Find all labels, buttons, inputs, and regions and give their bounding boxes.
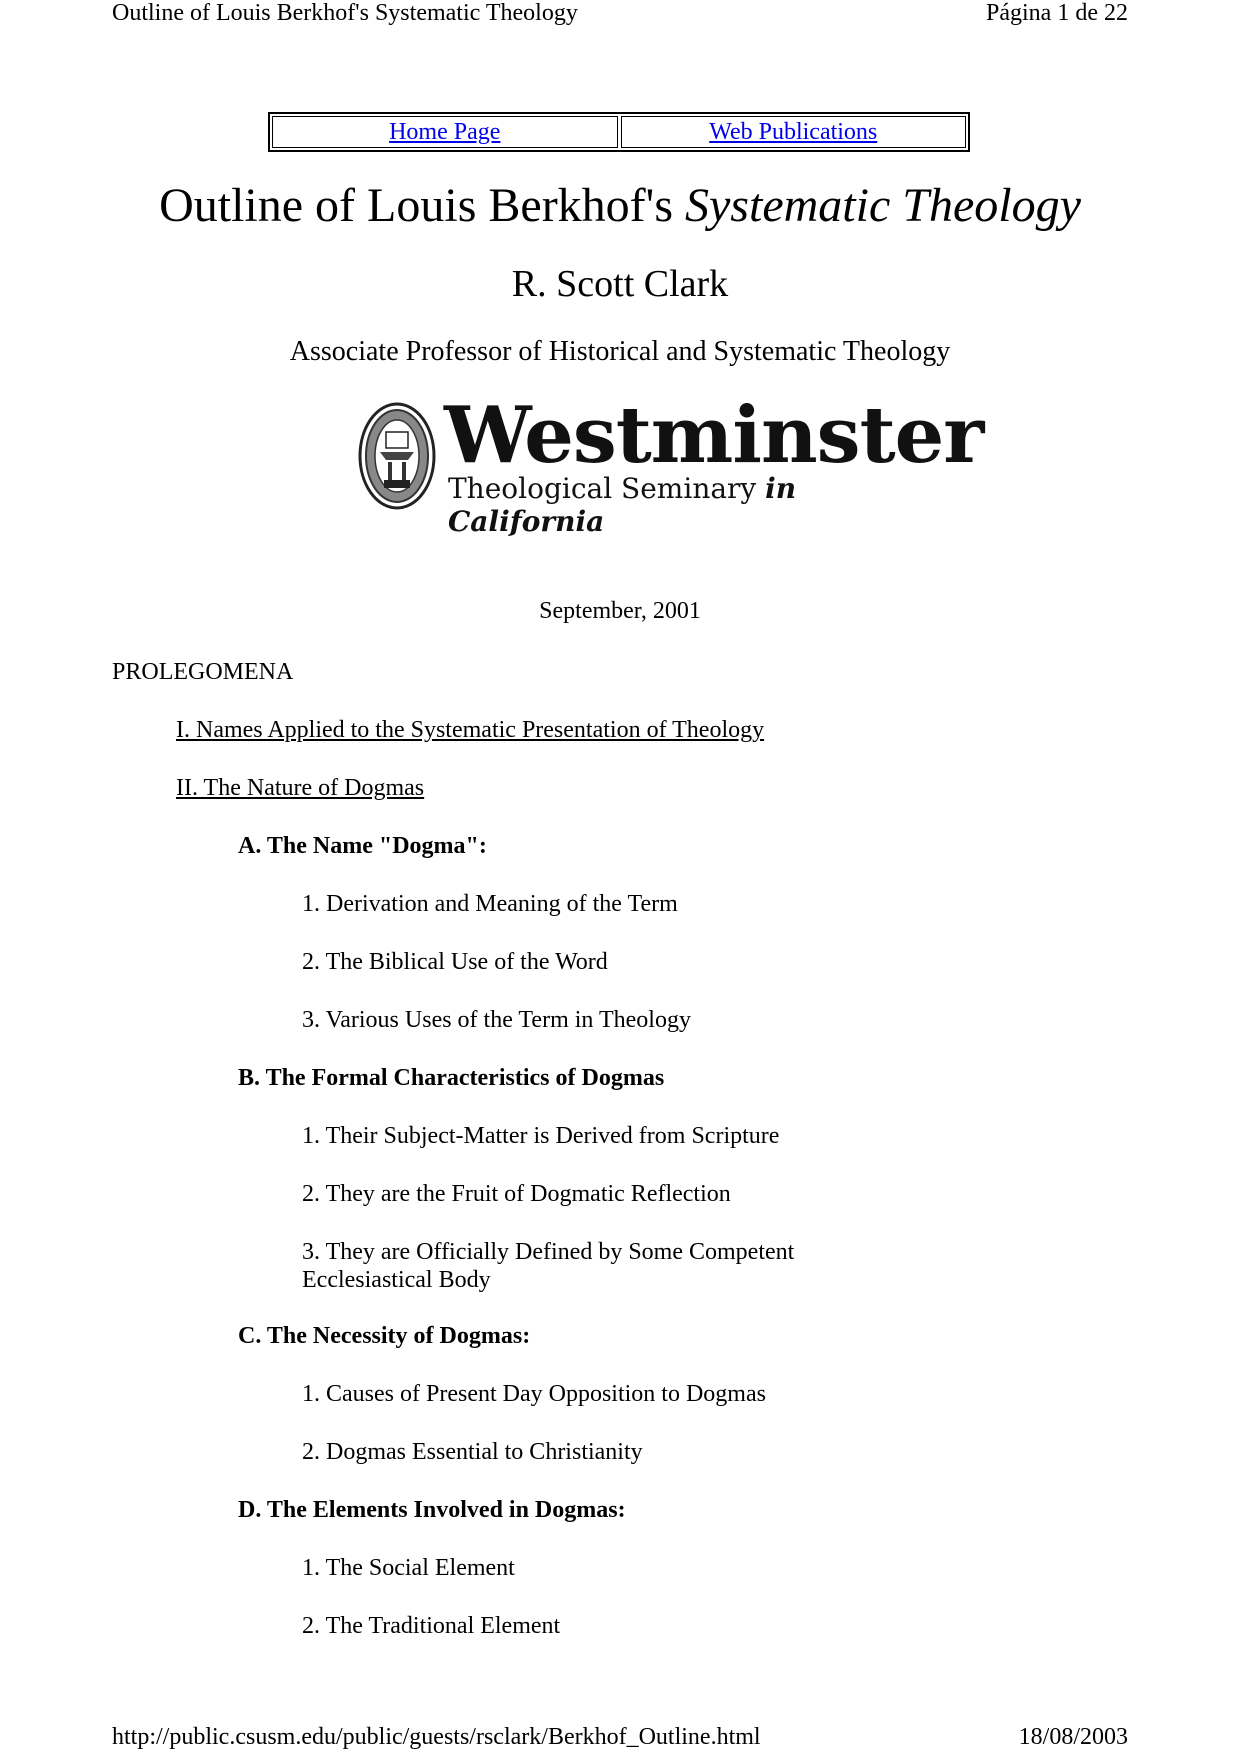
subsection-heading-c: C. The Necessity of Dogmas: — [238, 1323, 531, 1349]
subsection-heading-a: A. The Name "Dogma": — [238, 833, 487, 859]
subsection-heading-b: B. The Formal Characteristics of Dogmas — [238, 1065, 665, 1091]
print-footer-url: http://public.csusm.edu/public/guests/rsclark/Berkhof_Outline.html — [112, 1724, 761, 1750]
list-item: 2. The Biblical Use of the Word — [302, 949, 608, 975]
logo-sub-plain: Theological Seminary — [448, 472, 766, 505]
title-italic: Systematic Theology — [685, 179, 1081, 232]
logo-sub-italic: in California — [448, 472, 797, 538]
print-footer-date: 18/08/2003 — [1018, 1724, 1128, 1750]
outline-item-nature-of-dogmas[interactable]: II. The Nature of Dogmas — [176, 775, 425, 801]
nav-cell-home — [272, 116, 618, 148]
list-item: 1. Causes of Present Day Opposition to Dogmas — [302, 1381, 766, 1407]
section-heading: PROLEGOMENA — [112, 659, 294, 685]
web-publications-link[interactable]: Web Publications — [709, 118, 878, 145]
list-item: 2. They are the Fruit of Dogmatic Reflection — [302, 1181, 731, 1207]
list-item: 3. Various Uses of the Term in Theology — [302, 1007, 691, 1033]
nav-cell-publications — [621, 116, 967, 148]
subsection-heading-d: D. The Elements Involved in Dogmas: — [238, 1497, 626, 1523]
list-item: 2. Dogmas Essential to Christianity — [302, 1439, 643, 1465]
list-item: 1. Their Subject-Matter is Derived from Scripture — [302, 1123, 780, 1149]
list-item: 1. The Social Element — [302, 1555, 515, 1581]
logo-wordmark: Westminster — [444, 390, 984, 481]
seminary-seal-icon — [358, 402, 436, 510]
outline-item-names[interactable]: I. Names Applied to the Systematic Presentation of Theology — [176, 717, 765, 743]
nav-table — [268, 112, 970, 152]
author-position: Associate Professor of Historical and Systematic Theology — [289, 336, 951, 367]
print-header-page: Página 1 de 22 — [986, 0, 1128, 26]
print-header-title: Outline of Louis Berkhof's Systematic Theology — [112, 0, 578, 26]
publication-date: September, 2001 — [539, 598, 701, 624]
title-plain: Outline of Louis Berkhof's — [159, 179, 685, 232]
list-item: 3. They are Officially Defined by Some Competent Ecclesiastical Body — [302, 1239, 795, 1293]
print-footer — [112, 1724, 1128, 1751]
author-name: R. Scott Clark — [511, 263, 729, 305]
westminster-logo — [358, 390, 984, 538]
print-header — [112, 0, 1128, 27]
page-title — [0, 178, 1240, 233]
list-item: 2. The Traditional Element — [302, 1613, 561, 1639]
logo-subtitle — [448, 472, 882, 538]
list-item: 1. Derivation and Meaning of the Term — [302, 891, 678, 917]
home-page-link[interactable]: Home Page — [389, 118, 501, 145]
